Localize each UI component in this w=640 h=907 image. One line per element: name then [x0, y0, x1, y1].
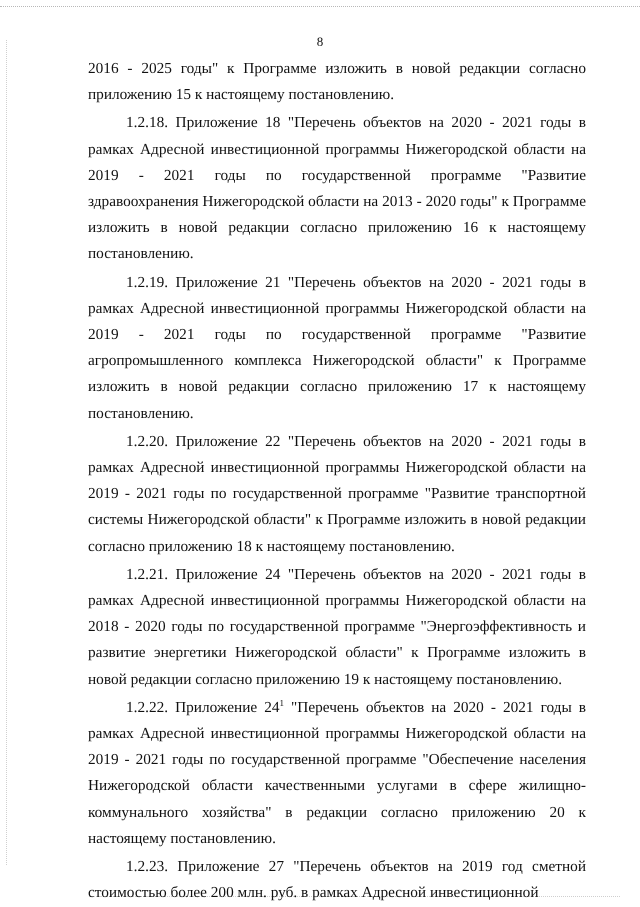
paragraph-1-2-21: 1.2.21. Приложение 24 "Перечень объектов на 2020 - 2021 годы в рамках Адресной инвестиционной программы Нижегородской области на 2018 - 2020 годы по государственной программе "Энергоэффективность и развитие энергетики Нижегородской области" к Программе изложить в новой редакции согласно приложению 19 к настоящему постановлению.: [88, 565, 586, 688]
document-body: [88, 56, 586, 907]
paragraph-1-2-22-lead: 1.2.22. Приложение 24: [126, 698, 280, 716]
paragraph-1-2-22: [88, 695, 586, 852]
paragraph-1-2-20: 1.2.20. Приложение 22 "Перечень объектов на 2020 - 2021 годы в рамках Адресной инвестиционной программы Нижегородской области на 2019 - 2021 годы по государственной программе "Развитие транспортной системы Нижегородской области" к Программе изложить в новой редакции согласно приложению 18 к настоящему постановлению.: [88, 432, 586, 555]
scan-edge-top: [0, 6, 640, 7]
paragraph-continuation: 2016 - 2025 годы" к Программе изложить в новой редакции согласно приложению 15 к настоящему постановлению.: [88, 60, 586, 104]
paragraph-1-2-18: 1.2.18. Приложение 18 "Перечень объектов на 2020 - 2021 годы в рамках Адресной инвестиционной программы Нижегородской области на 2019 - 2021 годы по государственной программе "Развитие здравоохранения Нижегородской области на 2013 - 2020 годы" к Программе изложить в новой редакции согласно приложению 16 к настоящему постановлению.: [88, 114, 586, 263]
paragraph-1-2-22-rest: "Перечень объектов на 2020 - 2021 годы в рамках Адресной инвестиционной программы Нижегородской области на 2019 - 2021 годы по государственной программе "Обеспечение населения Нижегородской области качественными услугами в сфере жилищно-коммунального хозяйства" в редакции согласно приложению 20 к настоящему постановлению.: [88, 698, 586, 847]
paragraph-1-2-19: 1.2.19. Приложение 21 "Перечень объектов на 2020 - 2021 годы в рамках Адресной инвестиционной программы Нижегородской области на 2019 - 2021 годы по государственной программе "Развитие агропромышленного комплекса Нижегородской области" к Программе изложить в новой редакции согласно приложению 17 к настоящему постановлению.: [88, 273, 586, 422]
superscript-marker: 1: [279, 697, 285, 708]
paragraph-1-2-23: 1.2.23. Приложение 27 "Перечень объектов на 2019 год сметной стоимостью более 200 млн. руб. в рамках Адресной инвестиционной: [88, 858, 586, 902]
scan-edge-left: [6, 40, 7, 865]
page-number: 8: [316, 34, 324, 49]
